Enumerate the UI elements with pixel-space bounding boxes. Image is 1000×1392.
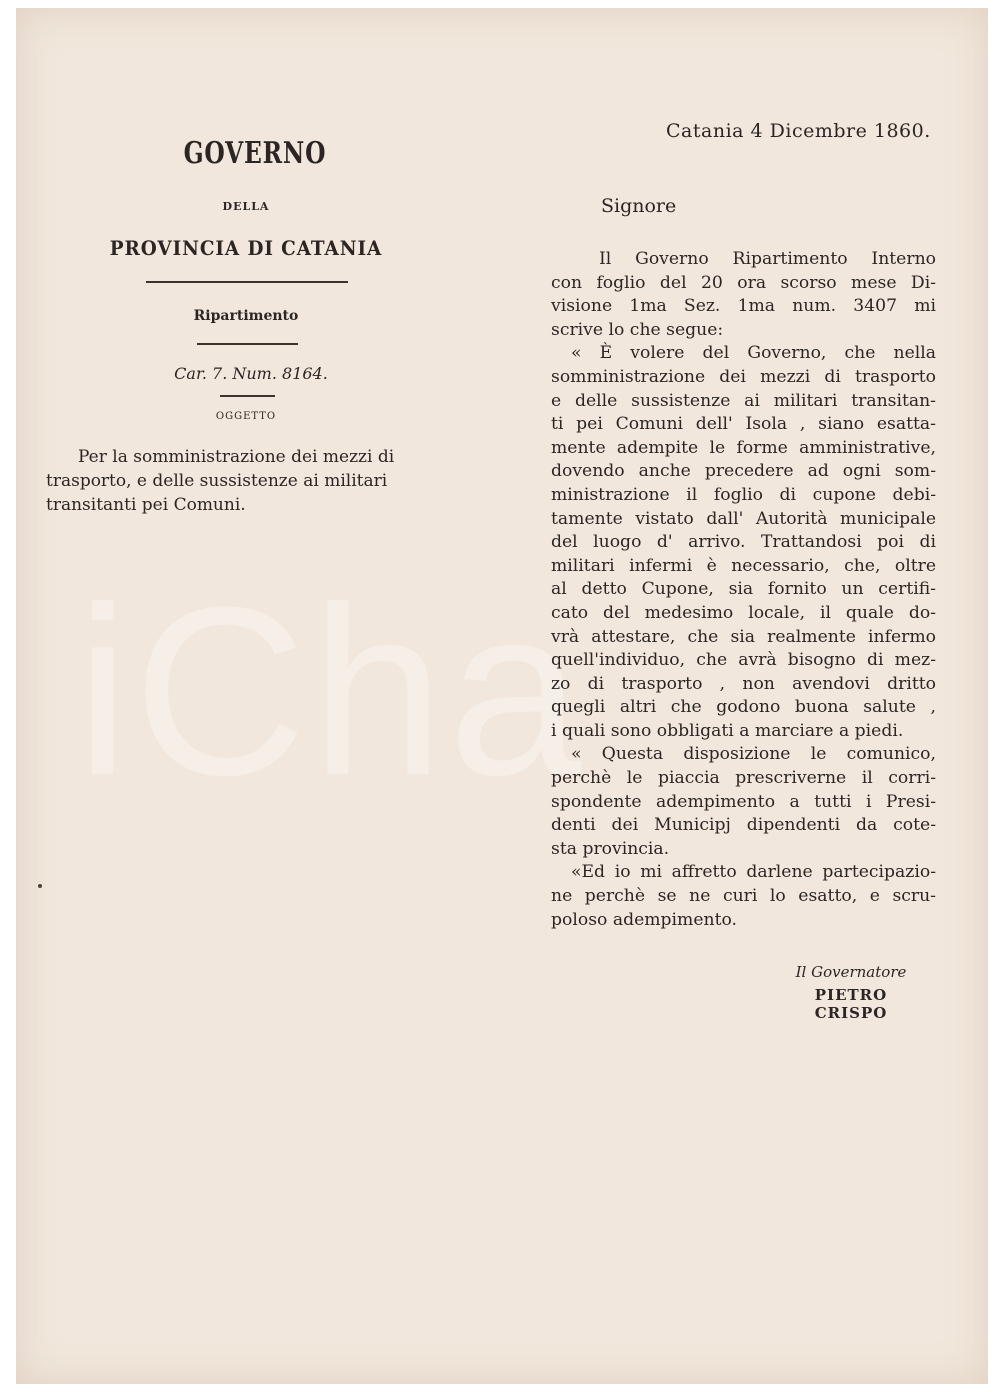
- heading-della: DELLA: [222, 200, 270, 213]
- body-line: con foglio del 20 ora scorso mese Di-: [551, 272, 936, 293]
- letter-body: [551, 248, 936, 932]
- body-line: ministrazione il foglio di cupone debi-: [551, 484, 936, 505]
- body-line: Il Governo Ripartimento Interno: [599, 249, 936, 269]
- body-line: al detto Cupone, sia fornito un certifi-: [551, 579, 936, 600]
- heading-province: PROVINCIA DI CATANIA: [109, 236, 383, 260]
- body-line: mente adempite le forme amministrative,: [551, 437, 936, 458]
- salutation: Signore: [601, 195, 677, 217]
- body-line: « È volere del Governo, che nella: [571, 343, 936, 364]
- watermark: iCha: [76, 557, 586, 825]
- divider-rule: [146, 281, 348, 283]
- body-line: quegli altri che godono buona salute ,: [551, 697, 936, 718]
- divider-rule: [220, 395, 275, 397]
- body-line: «Ed io mi affretto darlene partecipazio-: [571, 862, 936, 883]
- subject-label: OGGETTO: [215, 411, 277, 422]
- subject-line: transitanti pei Comuni.: [46, 495, 246, 515]
- document-page: [16, 8, 988, 1384]
- body-line: scrive lo che segue:: [551, 319, 724, 340]
- body-line: « Questa disposizione le comunico,: [571, 744, 936, 765]
- body-line: cato del medesimo locale, il quale do-: [551, 602, 936, 623]
- body-line: somministrazione dei mezzi di trasporto: [551, 366, 936, 387]
- body-line: i quali sono obbligati a marciare a piedi.: [551, 720, 904, 741]
- subject-line: trasporto, e delle sussistenze ai militari: [46, 471, 388, 491]
- body-line: ti pei Comuni dell' Isola , siano esatta-: [551, 414, 936, 435]
- body-line: spondente adempimento a tutti i Presi-: [551, 791, 936, 812]
- body-line: visione 1ma Sez. 1ma num. 3407 mi: [551, 296, 936, 317]
- body-line: ne perchè se ne curi lo esatto, e scru-: [551, 886, 936, 907]
- reference-number: Car. 7. Num. 8164.: [174, 364, 328, 383]
- department-label: Ripartimento: [193, 308, 299, 324]
- letter-date: Catania 4 Dicembre 1860.: [666, 120, 931, 142]
- body-line: sta provincia.: [551, 838, 670, 859]
- heading-governo: GOVERNO: [183, 136, 327, 171]
- signature-name: PIETRO CRISPO: [814, 986, 888, 1022]
- body-line: zo di trasporto , non avendovi dritto: [551, 673, 936, 694]
- body-line: e delle sussistenze ai militari transitan-: [551, 390, 936, 411]
- body-line: vrà attestare, che sia realmente infermo: [551, 626, 936, 647]
- divider-rule: [197, 343, 298, 345]
- body-line: poloso adempimento.: [551, 909, 737, 930]
- body-line: tamente vistato dall' Autorità municipale: [551, 508, 936, 529]
- body-line: denti dei Municipj dipendenti da cote-: [551, 815, 936, 836]
- body-line: quell'individuo, che avrà bisogno di mez-: [551, 650, 936, 671]
- subject-line: Per la somministrazione dei mezzi di: [78, 447, 395, 467]
- signature-title: Il Governatore: [795, 963, 907, 981]
- body-line: del luogo d' arrivo. Trattandosi poi di: [551, 532, 936, 553]
- paper-speck: [38, 884, 42, 888]
- body-line: perchè le piaccia prescriverne il corri-: [551, 768, 936, 789]
- body-line: dovendo anche precedere ad ogni som-: [551, 461, 936, 482]
- body-line: militari infermi è necessario, che, oltre: [551, 555, 936, 576]
- subject-text: [46, 445, 446, 517]
